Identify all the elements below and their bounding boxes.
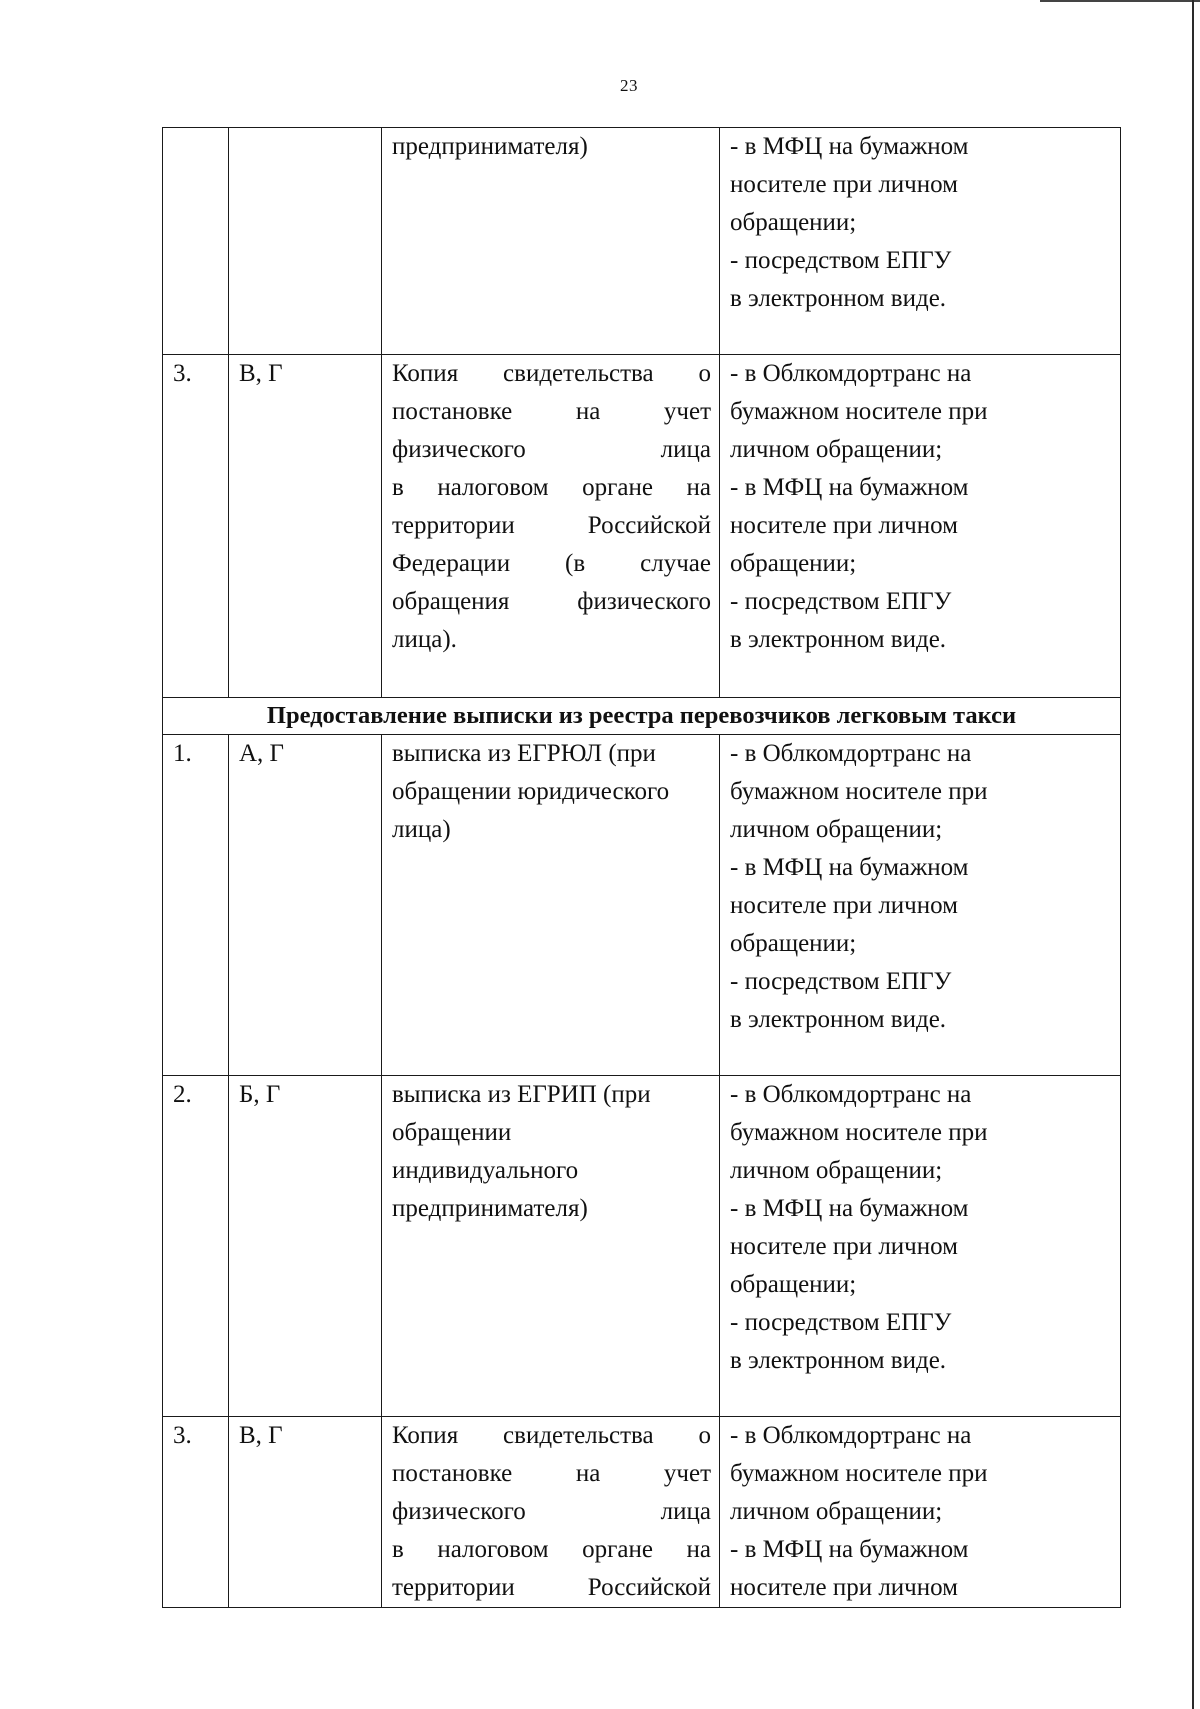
method-line: носителе при личном [730,892,958,919]
method-line: обращении; [730,1271,857,1298]
section-header-row [163,698,1121,735]
methods-cell [720,1417,1121,1608]
document-line: индивидуального [392,1157,579,1184]
document-line: физического лица [392,1498,711,1525]
method-line: - в Облкомдортранс на [730,360,972,387]
document-line: обращении [392,1119,512,1146]
table-row [163,355,1121,698]
methods-cell [720,1076,1121,1417]
method-line: в электронном виде. [730,626,947,653]
method-line: носителе при личном [730,512,958,539]
method-line: обращении; [730,930,857,957]
document-line: лица) [392,816,451,843]
row-number-cell: 2. [163,1076,229,1417]
row-number-cell: 3. [163,355,229,698]
document-line: в налоговом органе на [392,1536,711,1563]
method-line: в электронном виде. [730,1006,947,1033]
method-line: - в МФЦ на бумажном [730,1195,969,1222]
documents-table [162,127,1121,1608]
scan-border-right [1192,0,1194,1709]
method-line: в электронном виде. [730,285,947,312]
method-line: бумажном носителе при [730,1119,988,1146]
method-line: носителе при личном [730,171,958,198]
method-line: - в МФЦ на бумажном [730,133,969,160]
document-line: Копия свидетельства о [392,360,711,387]
page-number: 23 [620,76,638,95]
document-line: обращения физического [392,588,711,615]
method-line: личном обращении; [730,436,943,463]
document-line: территории Российской [392,512,711,539]
table-row [163,1076,1121,1417]
methods-cell [720,128,1121,355]
method-line: - в МФЦ на бумажном [730,854,969,881]
row-number-cell [163,128,229,355]
table-row [163,735,1121,1076]
method-line: - посредством ЕПГУ [730,1309,952,1336]
document-cell [382,735,720,1076]
method-line: - в МФЦ на бумажном [730,1536,969,1563]
document-cell [382,1076,720,1417]
codes-cell [229,128,382,355]
document-line: постановке на учет [392,1460,711,1487]
method-line: личном обращении; [730,1157,943,1184]
method-line: обращении; [730,550,857,577]
document-line: выписка из ЕГРЮЛ (при [392,740,656,767]
document-line: выписка из ЕГРИП (при [392,1081,651,1108]
document-line: постановке на учет [392,398,711,425]
methods-cell [720,735,1121,1076]
method-line: в электронном виде. [730,1347,947,1374]
scan-border-top [1040,0,1200,2]
method-line: - посредством ЕПГУ [730,968,952,995]
document-line: в налоговом органе на [392,474,711,501]
codes-cell: В, Г [229,1417,382,1608]
document-line: лица). [392,626,457,653]
document-line: территории Российской [392,1574,711,1601]
codes-cell: Б, Г [229,1076,382,1417]
method-line: - в Облкомдортранс на [730,1081,972,1108]
row-number-cell: 1. [163,735,229,1076]
method-line: бумажном носителе при [730,398,988,425]
method-line: - в МФЦ на бумажном [730,474,969,501]
method-line: носителе при личном [730,1574,958,1601]
method-line: - в Облкомдортранс на [730,1422,972,1449]
method-line: обращении; [730,209,857,236]
document-line: предпринимателя) [392,1195,588,1222]
document-line: физического лица [392,436,711,463]
method-line: - в Облкомдортранс на [730,740,972,767]
codes-cell: А, Г [229,735,382,1076]
method-line: носителе при личном [730,1233,958,1260]
document-cell [382,1417,720,1608]
method-line: бумажном носителе при [730,778,988,805]
document-cell [382,355,720,698]
row-number-cell: 3. [163,1417,229,1608]
document-line: обращении юридического [392,778,670,805]
methods-cell [720,355,1121,698]
method-line: личном обращении; [730,1498,943,1525]
table-row [163,1417,1121,1608]
section-title: Предоставление выписки из реестра перевозчиков легковым такси [163,698,1121,735]
method-line: - посредством ЕПГУ [730,588,952,615]
document-line: Копия свидетельства о [392,1422,711,1449]
document-line: предпринимателя) [392,133,588,160]
method-line: личном обращении; [730,816,943,843]
method-line: - посредством ЕПГУ [730,247,952,274]
table-row [163,128,1121,355]
document-cell [382,128,720,355]
codes-cell: В, Г [229,355,382,698]
method-line: бумажном носителе при [730,1460,988,1487]
document-line: Федерации (в случае [392,550,711,577]
